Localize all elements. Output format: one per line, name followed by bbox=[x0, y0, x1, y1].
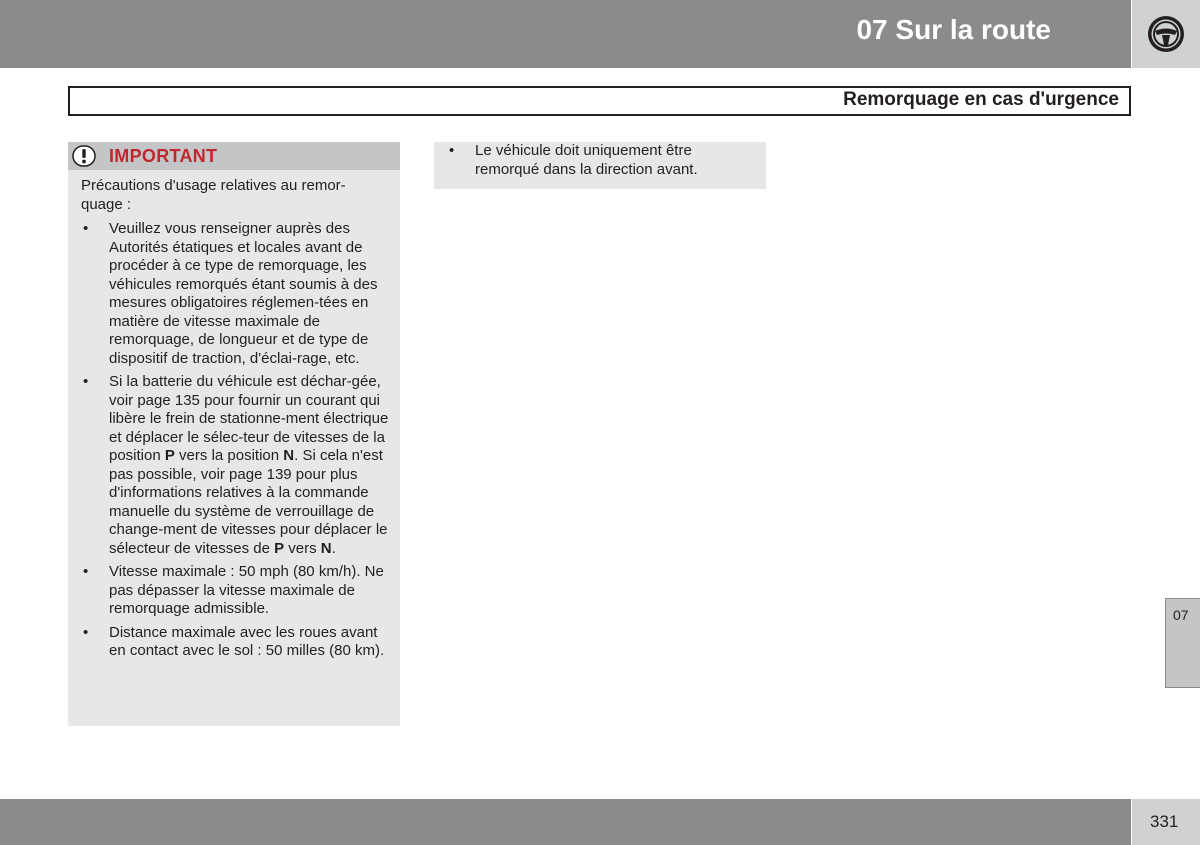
important-header bbox=[68, 142, 400, 170]
text-run: . bbox=[331, 539, 336, 557]
chapter-side-tab bbox=[1165, 598, 1200, 688]
list-item bbox=[81, 373, 391, 558]
bullet-icon: • bbox=[83, 220, 89, 237]
bullet-icon: • bbox=[449, 142, 455, 159]
exclamation-icon bbox=[72, 145, 96, 167]
chapter-icon-tab bbox=[1132, 0, 1200, 68]
gear-position: P bbox=[164, 447, 175, 464]
list-item-text: Distance maximale avec les roues avant en contact avec le sol : 50 milles (80 km). bbox=[109, 623, 385, 659]
list-item bbox=[447, 142, 757, 179]
section-title: Remorquage en cas d'urgence bbox=[843, 89, 1119, 110]
side-tab-label: 07 bbox=[1173, 607, 1189, 623]
header-bar bbox=[0, 0, 1131, 68]
section-header bbox=[68, 86, 1131, 116]
text-run: vers la position bbox=[174, 447, 284, 464]
page-number-tab bbox=[1132, 799, 1200, 845]
text-run: . Si cela n'est pas possible, voir page 139 pour plus d'informations relatives à la commande manuelle du système de verrouillage de change-ment de vitesses pour déplacer le sélecteur de vitesses de bbox=[109, 447, 388, 557]
bullet-icon: • bbox=[83, 563, 89, 580]
list-item-text: Le véhicule doit uniquement être remorqué dans la direction avant. bbox=[475, 142, 698, 178]
continuation-list bbox=[447, 142, 757, 179]
list-item bbox=[81, 624, 391, 661]
important-label: IMPORTANT bbox=[109, 146, 218, 166]
gear-position: N bbox=[283, 447, 295, 464]
steering-wheel-icon bbox=[1146, 14, 1186, 54]
footer-bar bbox=[0, 799, 1131, 845]
important-list bbox=[81, 220, 391, 666]
chapter-title: 07 Sur la route bbox=[856, 14, 1051, 45]
text-run: vers bbox=[284, 539, 321, 557]
list-item bbox=[81, 563, 391, 619]
bullet-icon: • bbox=[83, 373, 89, 390]
gear-position: P bbox=[274, 539, 285, 557]
list-item-text bbox=[109, 373, 388, 557]
important-box bbox=[68, 142, 400, 726]
gear-position: N bbox=[320, 539, 332, 557]
important-continuation-box bbox=[434, 142, 766, 189]
bullet-icon: • bbox=[83, 623, 89, 641]
text-run: Si la batterie du véhicule est déchar-gée, voir page 135 pour fournir un courant qui libère le frein de stationne-ment électrique et déplacer le sélec-teur de vitesses de la position bbox=[109, 373, 389, 464]
list-item-text: Vitesse maximale : 50 mph (80 km/h). Ne pas dépasser la vitesse maximale de remorquage admissible. bbox=[109, 563, 384, 617]
list-item-text: Veuillez vous renseigner auprès des Autorités étatiques et locales avant de procéder à ce type de remorquage, les véhicules remorqués étant soumis à des mesures obligatoires réglemen-tées en matière de vitesse maximale de remorquage, de longueur et de type de dispositif de traction, d'éclai-rage, etc. bbox=[109, 220, 378, 367]
page-number: 331 bbox=[1150, 812, 1179, 831]
list-item bbox=[81, 220, 391, 368]
important-intro: Précautions d'usage relatives au remor-quage : bbox=[81, 177, 346, 213]
